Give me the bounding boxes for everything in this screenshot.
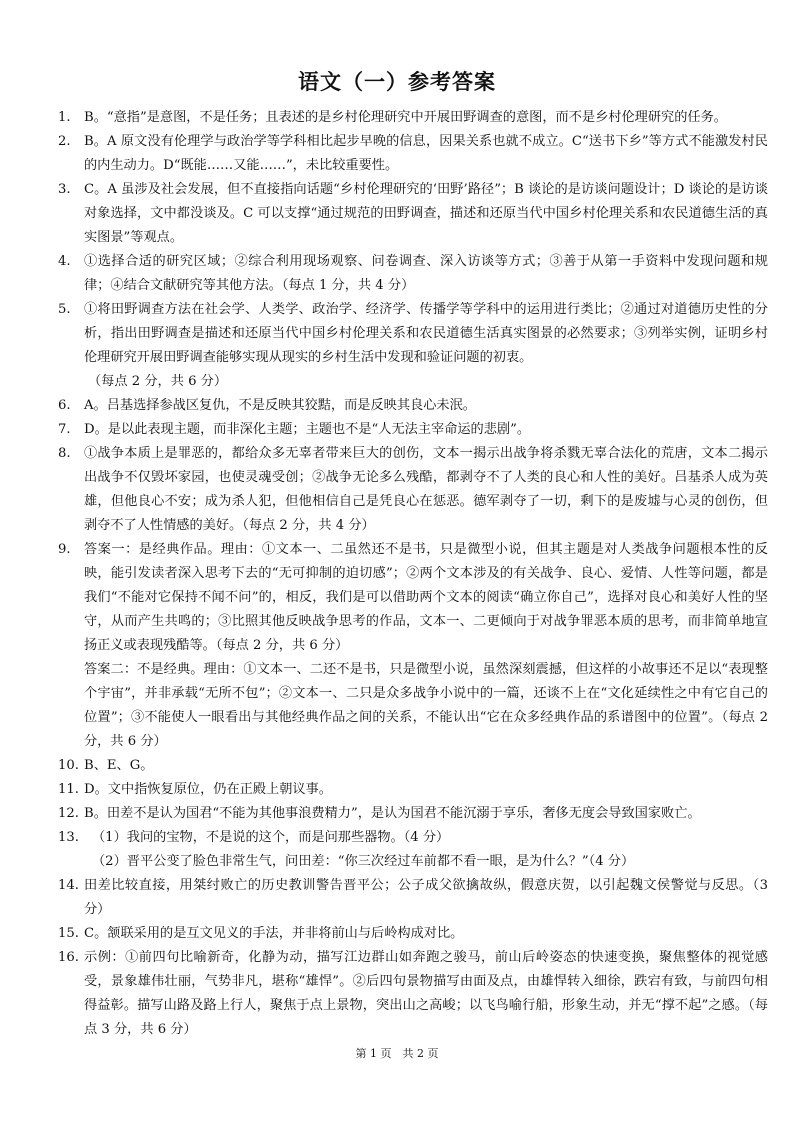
answer-text: A。吕基选择参战区复仇，不是反映其狡黠，而是反映其良心未泯。 xyxy=(84,398,476,413)
answer-number: 4. xyxy=(58,254,71,269)
answer-text: B。A 原文没有伦理学与政治学等学科相比起步早晚的信息，因果关系也就不成立。C“送书下乡”等方式不能激发村民的内生动力。D“既能……又能……”，未比较重要性。 xyxy=(84,134,768,173)
answer-item xyxy=(58,442,768,538)
answer-text: 田差比较直接，用桀纣败亡的历史教训警告晋平公；公子成父欲擒故纵，假意庆贺，以引起魏文侯警觉与反思。（3 分） xyxy=(84,878,768,917)
answer-text: ①选择合适的研究区域；②综合利用现场观察、问卷调查、深入访谈等方式；③善于从第一手资料中发现问题和规律；④结合文献研究等其他方法。（每点 1 分，共 4 分） xyxy=(84,254,768,293)
answer-item xyxy=(58,178,768,250)
answer-text: B。“意指”是意图，不是任务；且表述的是乡村伦理研究中开展田野调查的意图，而不是乡村伦理研究的任务。 xyxy=(84,110,727,125)
answer-number: 8. xyxy=(58,446,71,461)
answer-text: ①将田野调查方法在社会学、人类学、政治学、经济学、传播学等学科中的运用进行类比；②通过对道德历史性的分析，指出田野调查是描述和还原当代中国乡村伦理关系和农民道德生活真实图景的必然要求；③列举实例，证明乡村伦理研究开展田野调查能够实现从现实的乡村生活中发现和验证问题的初衷。 xyxy=(84,302,768,365)
answer-number: 9. xyxy=(58,542,71,557)
answer-alternative: 答案二：不是经典。理由：①文本一、二还不是书，只是微型小说，虽然深刻震撼，但这样的小故事还不足以“表现整个宇宙”，并非承载“无所不包”；②文本一、二只是众多战争小说中的一篇，还谈不上在“文化延续性之中有它自己的位置”；③不能使人一眼看出与其他经典作品之间的关系，不能认出“它在众多经典作品的系谱图中的位置”。（每点 2 分，共 6 分） xyxy=(84,662,768,749)
answer-text: B、E、G。 xyxy=(84,758,154,773)
answer-item xyxy=(58,922,768,946)
page-title: 语文（一）参考答案 xyxy=(298,70,496,94)
answer-number: 5. xyxy=(58,302,71,317)
answer-number: 16. xyxy=(58,950,79,965)
answer-text: C。颔联采用的是互文见义的手法，并非将前山与后岭构成对比。 xyxy=(84,926,464,941)
answer-text: C。A 虽涉及社会发展，但不直接指向话题“乡村伦理研究的‘田野’路径”；B 谈论的是访谈问题设计；D 谈论的是访谈对象选择，文中都没谈及。C 可以支撑“通过规范的田野调查，描述和还原当代中国乡村伦理关系和农民道德生活的真实图景”等观点。 xyxy=(84,182,768,245)
answer-item xyxy=(58,130,768,178)
answer-item xyxy=(58,826,768,874)
answer-item xyxy=(58,874,768,922)
answer-item xyxy=(58,418,768,442)
answer-item xyxy=(58,250,768,298)
answer-subitem: （2）晋平公变了脸色非常生气，问田差：“你三次经过车前都不看一眼，是为什么？”（4 分） xyxy=(92,854,635,869)
answer-number: 15. xyxy=(58,926,79,941)
answer-text: 示例：①前四句比喻新奇，化静为动，描写江边群山如奔跑之骏马，前山后岭姿态的快速变换，聚焦整体的视觉感受，景象雄伟壮丽，气势非凡，堪称“雄悍”。②后四句景物描写由面及点，由雄悍转入细徐，跌宕有致，与前四句相得益彰。描写山路及路上行人，聚焦于点上景物，突出山之高峻；以飞鸟喻行船，形象生动，并无“撑不起”之感。（每点 3 分，共 6 分） xyxy=(84,950,768,1037)
answer-text: D。文中指恢复原位，仍在正殿上朝议事。 xyxy=(84,782,332,797)
answer-number: 7. xyxy=(58,422,71,437)
answer-text: 答案一：是经典作品。理由：①文本一、二虽然还不是书，只是微型小说，但其主题是对人类战争问题根本性的反映，能引发读者深入思考下去的“无可抑制的迫切感”；②两个文本涉及的有关战争、良心、爱情、人性等问题，都是我们“不能对它保持不闻不问”的，相反，我们是可以借助两个文本的阅读“确立你自己”，选择对良心和美好人性的坚守，从而产生共鸣的；③比照其他反映战争思考的作品，文本一、二更倾向于对战争罪恶本质的思考，而非简单地宣扬正义或表现残酷等。（每点 2 分，共 6 分） xyxy=(84,542,768,653)
answer-item xyxy=(58,106,768,130)
answer-item xyxy=(58,754,768,778)
answer-number: 13. xyxy=(58,830,79,845)
answer-item xyxy=(58,298,768,394)
answer-item xyxy=(58,802,768,826)
answer-item xyxy=(58,394,768,418)
answer-number: 3. xyxy=(58,182,71,197)
answer-number: 12. xyxy=(58,806,79,821)
page-footer: 第 1 页 共 2 页 xyxy=(355,1047,439,1060)
answer-number: 14. xyxy=(58,878,79,893)
answer-number: 1. xyxy=(58,110,71,125)
answer-item xyxy=(58,538,768,754)
answer-text: （1）我问的宝物，不是说的这个，而是问那些器物。（4 分） xyxy=(92,830,450,845)
answer-text: B。田差不是认为国君“不能为其他事浪费精力”，是认为国君不能沉溺于享乐，奢侈无度会导致国家败亡。 xyxy=(84,806,701,821)
answer-number: 11. xyxy=(58,782,79,797)
answer-item xyxy=(58,946,768,1042)
answer-number: 6. xyxy=(58,398,71,413)
answer-number: 10. xyxy=(58,758,79,773)
answer-text: ①战争本质上是罪恶的，都给众多无辜者带来巨大的创伤，文本一揭示出战争将杀戮无辜合法化的荒唐，文本二揭示出战争不仅毁坏家园，也使灵魂受创；②战争无论多么残酷，都剥夺不了人类的良心和人性的美好。吕基杀人成为英雄，但他良心不安；成为杀人犯，但他相信自己是凭良心在惩恶。德军剥夺了一切，剩下的是废墟与心灵的创伤，但剥夺不了人性情感的美好。（每点 2 分，共 4 分） xyxy=(84,446,768,533)
answer-item xyxy=(58,778,768,802)
answer-number: 2. xyxy=(58,134,71,149)
answer-score-note: （每点 2 分，共 6 分） xyxy=(88,374,228,389)
answer-text: D。是以此表现主题，而非深化主题；主题也不是“人无法主宰命运的悲剧”。 xyxy=(84,422,531,437)
